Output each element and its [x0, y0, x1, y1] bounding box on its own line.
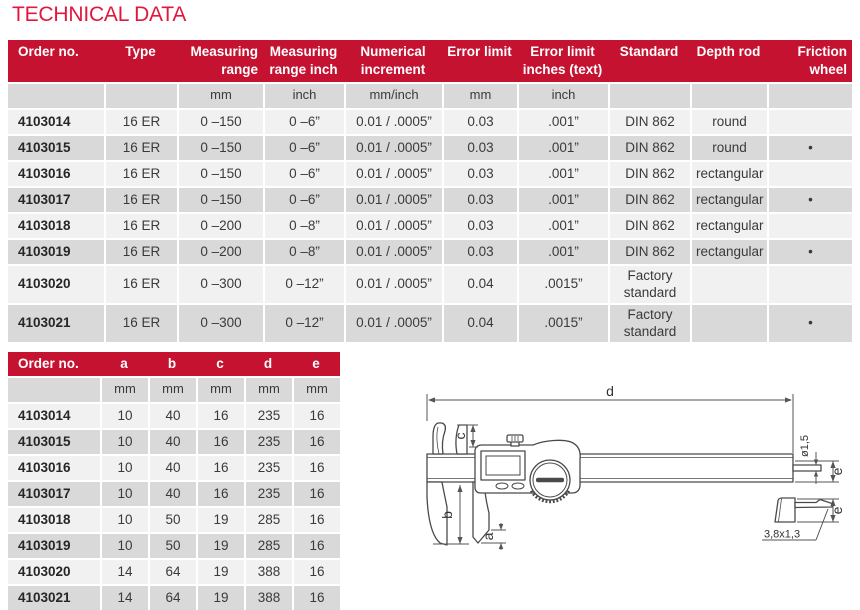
table-cell: 10: [100, 402, 148, 428]
table-row: [8, 428, 340, 454]
table-cell: [767, 264, 852, 303]
table-cell: 0 –6”: [263, 160, 344, 186]
table-cell: 0 –300: [177, 264, 263, 303]
col-order-no: Order no.: [8, 352, 100, 376]
table-cell: 16: [196, 480, 244, 506]
table-cell: [690, 303, 767, 342]
table-cell: 0.03: [442, 108, 517, 134]
table-cell: 16 ER: [104, 264, 177, 303]
table-cell: •: [767, 186, 852, 212]
table-cell: 0.01 / .0005”: [344, 238, 442, 264]
table-cell: .001”: [517, 108, 608, 134]
order-no-cell: 4103014: [8, 402, 100, 428]
col-standard: Standard: [608, 40, 690, 82]
dim-label-e: e: [829, 467, 845, 476]
col-measuring-range: Measuring range: [177, 40, 263, 82]
table-cell: 0 –8”: [263, 238, 344, 264]
table-cell: 0 –12”: [263, 264, 344, 303]
table-row: [8, 558, 340, 584]
unit-cell: [767, 82, 852, 108]
table-cell: 16 ER: [104, 212, 177, 238]
table-cell: 16: [292, 532, 340, 558]
table-cell: 0.01 / .0005”: [344, 108, 442, 134]
table-cell: 0 –200: [177, 238, 263, 264]
table-cell: 0.03: [442, 134, 517, 160]
button-left: [496, 483, 508, 489]
table-cell: 0 –6”: [263, 108, 344, 134]
button-right: [512, 483, 524, 489]
table-cell: 10: [100, 428, 148, 454]
table-cell: 16 ER: [104, 303, 177, 342]
dim-label-rod-section: 3,8x1,3: [764, 528, 801, 541]
order-no-cell: 4103016: [8, 160, 104, 186]
table-cell: 50: [148, 532, 196, 558]
table-cell: round: [690, 134, 767, 160]
table-cell: 10: [100, 532, 148, 558]
table-cell: DIN 862: [608, 160, 690, 186]
table-cell: DIN 862: [608, 186, 690, 212]
table-row: [8, 402, 340, 428]
table-cell: 235: [244, 428, 292, 454]
rod-blade: [795, 500, 832, 508]
unit-cell: mm: [177, 82, 263, 108]
unit-cell: [690, 82, 767, 108]
table-cell: 388: [244, 558, 292, 584]
col-type: Type: [104, 40, 177, 82]
table-cell: 16 ER: [104, 160, 177, 186]
table-cell: .001”: [517, 134, 608, 160]
table-cell: •: [767, 238, 852, 264]
table-cell: 0 –12”: [263, 303, 344, 342]
table-row: [8, 212, 852, 238]
table-cell: 0.03: [442, 160, 517, 186]
table-row: [8, 454, 340, 480]
technical-data-table: [8, 40, 852, 342]
table-cell: .001”: [517, 160, 608, 186]
table-cell: 0 –300: [177, 303, 263, 342]
unit-cell: mm/inch: [344, 82, 442, 108]
order-no-cell: 4103016: [8, 454, 100, 480]
table-cell: 50: [148, 506, 196, 532]
unit-cell: mm: [196, 376, 244, 402]
table-cell: 0.03: [442, 212, 517, 238]
table-cell: Factory standard: [608, 303, 690, 342]
table-cell: •: [767, 303, 852, 342]
table-cell: 388: [244, 584, 292, 610]
unit-cell: mm: [100, 376, 148, 402]
table-cell: 64: [148, 584, 196, 610]
table-cell: 0 –150: [177, 108, 263, 134]
table-row: [8, 186, 852, 212]
table-cell: .001”: [517, 186, 608, 212]
table-cell: 285: [244, 506, 292, 532]
table-row: [8, 264, 852, 303]
dim-label-c: c: [452, 432, 468, 440]
table-cell: 16 ER: [104, 108, 177, 134]
unit-cell: [608, 82, 690, 108]
table-cell: 16: [196, 402, 244, 428]
table-cell: 16: [196, 454, 244, 480]
unit-cell: mm: [442, 82, 517, 108]
table-cell: Factory standard: [608, 264, 690, 303]
table-row: [8, 160, 852, 186]
col-measuring-range-inch: Measuring range inch: [263, 40, 344, 82]
table-cell: 16: [196, 428, 244, 454]
unit-cell: [8, 376, 100, 402]
table-cell: 16: [292, 584, 340, 610]
order-no-cell: 4103018: [8, 212, 104, 238]
col-order-no: Order no.: [8, 40, 104, 82]
table-row: [8, 108, 852, 134]
table-cell: 19: [196, 506, 244, 532]
table-cell: 0 –150: [177, 186, 263, 212]
order-no-cell: 4103019: [8, 532, 100, 558]
unit-cell: inch: [517, 82, 608, 108]
unit-cell: mm: [292, 376, 340, 402]
table-cell: .0015”: [517, 264, 608, 303]
col-d: d: [244, 352, 292, 376]
table-cell: 235: [244, 480, 292, 506]
table-cell: .001”: [517, 212, 608, 238]
table-cell: round: [690, 108, 767, 134]
table-cell: 40: [148, 402, 196, 428]
col-b: b: [148, 352, 196, 376]
table-row: [8, 238, 852, 264]
order-no-cell: 4103019: [8, 238, 104, 264]
order-no-cell: 4103015: [8, 134, 104, 160]
table-row: [8, 303, 852, 342]
table-cell: 16 ER: [104, 238, 177, 264]
table-cell: rectangular: [690, 160, 767, 186]
lcd-display: [481, 451, 525, 480]
col-numerical-increment: Numerical increment: [344, 40, 442, 82]
table-cell: 0.01 / .0005”: [344, 303, 442, 342]
unit-cell: [104, 82, 177, 108]
order-no-cell: 4103017: [8, 186, 104, 212]
table-row: [8, 532, 340, 558]
table-cell: 40: [148, 454, 196, 480]
col-e: e: [292, 352, 340, 376]
units-row: [8, 376, 340, 402]
table-cell: 0 –8”: [263, 212, 344, 238]
upper-fixed-jaw: [433, 423, 445, 454]
table-cell: 235: [244, 402, 292, 428]
table-cell: •: [767, 134, 852, 160]
unit-cell: mm: [244, 376, 292, 402]
table-cell: 16: [292, 558, 340, 584]
order-no-cell: 4103015: [8, 428, 100, 454]
table-cell: 0 –6”: [263, 186, 344, 212]
table-cell: 0.03: [442, 238, 517, 264]
table-cell: rectangular: [690, 238, 767, 264]
units-row: [8, 82, 852, 108]
table-cell: DIN 862: [608, 108, 690, 134]
table-cell: [690, 264, 767, 303]
table-cell: 0 –150: [177, 160, 263, 186]
caliper-technical-drawing: [385, 385, 860, 598]
col-friction-wheel: Friction wheel: [767, 40, 852, 82]
order-no-cell: 4103018: [8, 506, 100, 532]
col-c: c: [196, 352, 244, 376]
table-cell: 0 –200: [177, 212, 263, 238]
order-no-cell: 4103021: [8, 584, 100, 610]
col-error-limit-inch: Error limit inches (text): [517, 40, 608, 82]
table-cell: DIN 862: [608, 238, 690, 264]
unit-cell: inch: [263, 82, 344, 108]
table-row: [8, 480, 340, 506]
table-cell: 64: [148, 558, 196, 584]
table-cell: 0.01 / .0005”: [344, 134, 442, 160]
table-cell: [767, 108, 852, 134]
table-cell: DIN 862: [608, 212, 690, 238]
table-row: [8, 134, 852, 160]
table-cell: 0.04: [442, 264, 517, 303]
col-a: a: [100, 352, 148, 376]
table-cell: 16: [292, 428, 340, 454]
table-cell: rectangular: [690, 212, 767, 238]
table-row: [8, 584, 340, 610]
table-cell: 0.01 / .0005”: [344, 186, 442, 212]
table-cell: 16: [292, 454, 340, 480]
order-no-cell: 4103021: [8, 303, 104, 342]
dim-label-d: d: [606, 385, 614, 399]
table-cell: 285: [244, 532, 292, 558]
page-title: TECHNICAL DATA: [12, 3, 187, 26]
table-cell: 0.01 / .0005”: [344, 264, 442, 303]
table-cell: 16 ER: [104, 134, 177, 160]
col-depth-rod: Depth rod: [690, 40, 767, 82]
table-cell: 16 ER: [104, 186, 177, 212]
dimensions-table: [8, 352, 340, 610]
header-row: [8, 352, 340, 376]
table-cell: 0 –6”: [263, 134, 344, 160]
table-cell: 14: [100, 558, 148, 584]
table-cell: 40: [148, 428, 196, 454]
dim-label-b: b: [439, 511, 455, 519]
col-error-limit: Error limit: [442, 40, 517, 82]
table-cell: 10: [100, 480, 148, 506]
table-cell: [767, 160, 852, 186]
table-cell: 10: [100, 454, 148, 480]
dim-label-rod-diameter: ø1,5: [799, 434, 811, 458]
table-cell: 16: [292, 402, 340, 428]
order-no-cell: 4103020: [8, 558, 100, 584]
table-cell: 40: [148, 480, 196, 506]
table-cell: 0.01 / .0005”: [344, 160, 442, 186]
table-cell: .0015”: [517, 303, 608, 342]
table-cell: rectangular: [690, 186, 767, 212]
dim-label-a: a: [480, 532, 496, 541]
unit-cell: [8, 82, 104, 108]
table-cell: 235: [244, 454, 292, 480]
table-cell: 10: [100, 506, 148, 532]
dim-label-detail-e: e: [829, 506, 845, 515]
table-cell: .001”: [517, 238, 608, 264]
unit-cell: mm: [148, 376, 196, 402]
table-cell: 19: [196, 584, 244, 610]
order-no-cell: 4103020: [8, 264, 104, 303]
table-cell: 19: [196, 558, 244, 584]
table-cell: 0.04: [442, 303, 517, 342]
table-cell: 0.01 / .0005”: [344, 212, 442, 238]
rod-end-detail: [775, 498, 795, 522]
table-cell: 14: [100, 584, 148, 610]
table-cell: 19: [196, 532, 244, 558]
table-cell: 16: [292, 506, 340, 532]
order-no-cell: 4103014: [8, 108, 104, 134]
wheel-slot: [536, 478, 564, 482]
depth-rod: [793, 465, 821, 471]
table-cell: 16: [292, 480, 340, 506]
order-no-cell: 4103017: [8, 480, 100, 506]
table-cell: [767, 212, 852, 238]
table-cell: 0 –150: [177, 134, 263, 160]
header-row: [8, 40, 852, 82]
table-cell: DIN 862: [608, 134, 690, 160]
table-row: [8, 506, 340, 532]
table-cell: 0.03: [442, 186, 517, 212]
